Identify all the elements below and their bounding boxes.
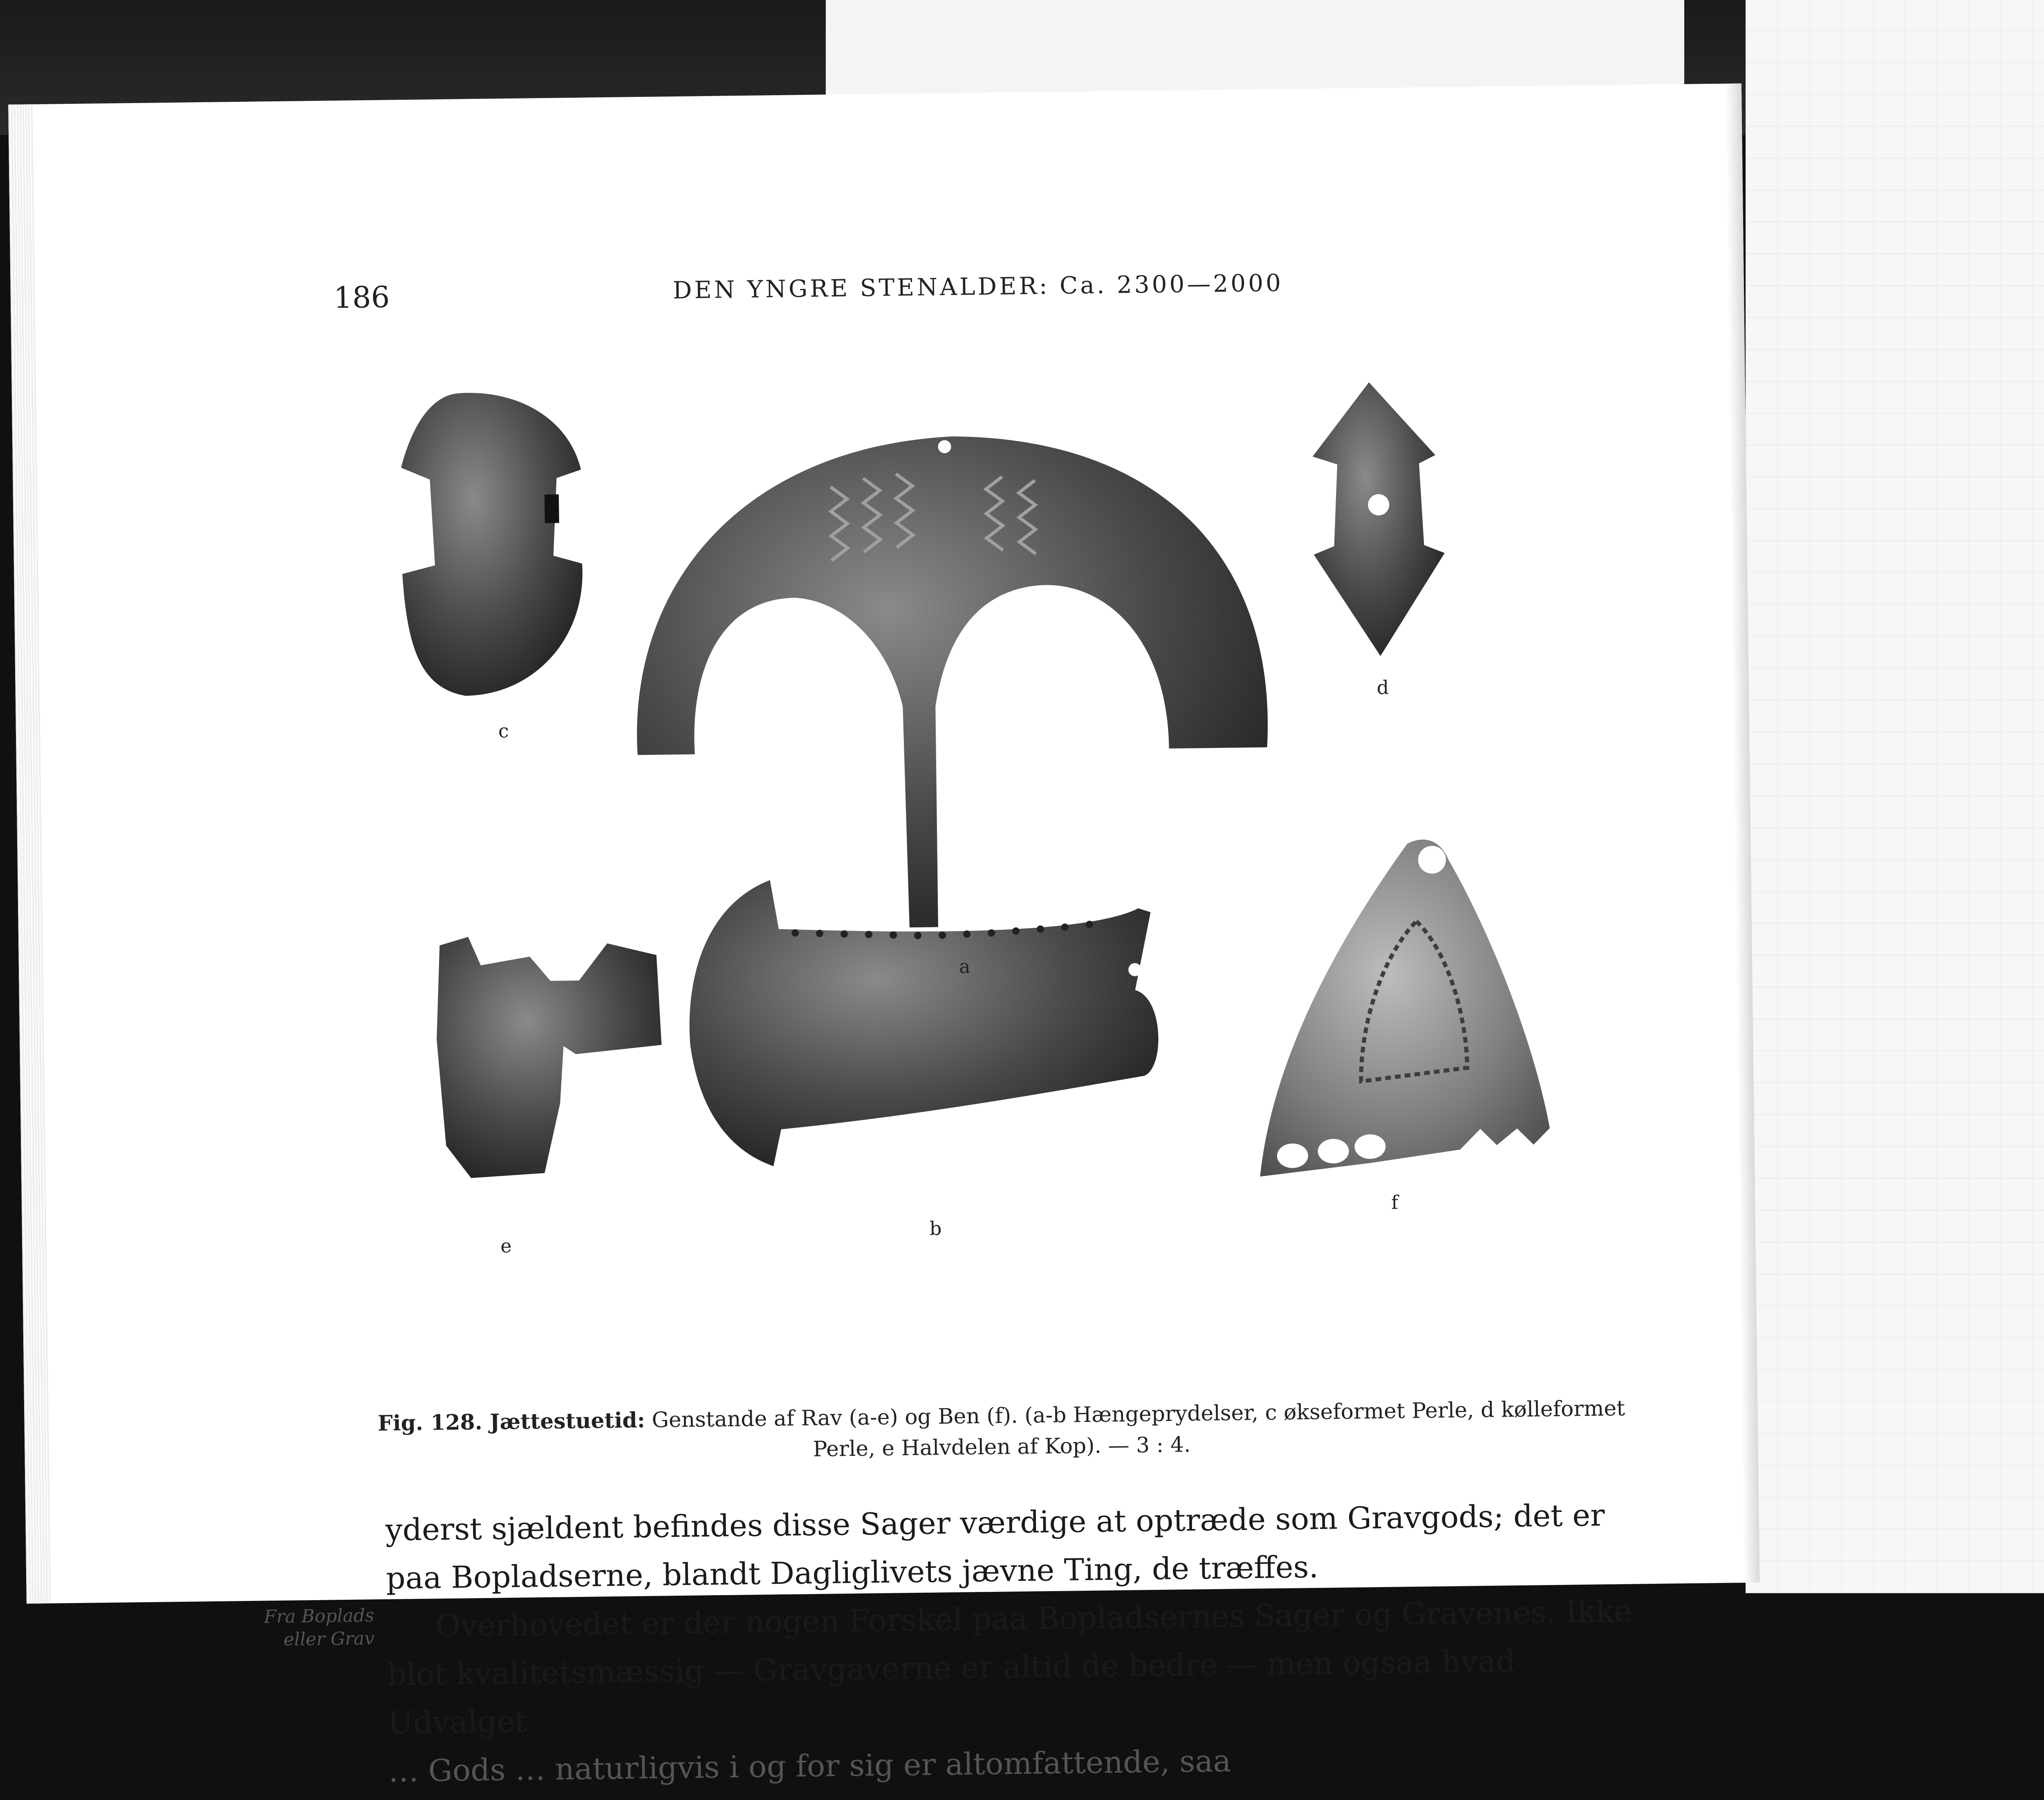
figure-label-f: f (1391, 1191, 1399, 1213)
figure-label-e: e (500, 1235, 512, 1257)
page-edge (8, 104, 51, 1603)
paragraph-2: Overhovedet er der nogen Forskel paa Bopladsernes Sager og Gravenes. Ikke blot kvalitetsmæssig — Gravgaverne er altid de bedre — men ogsaa hvad Udvalget (387, 1594, 1632, 1741)
caption-text: Genstande af Rav (a-e) og Ben (f). (a-b Hængeprydelser, c økseformet Perle, d kølleformet Perle, e Halvdelen af Kop). — 3 : 4. (652, 1396, 1625, 1462)
grid-notes-sheet (1746, 0, 2044, 1593)
figure-label-d: d (1376, 676, 1389, 699)
body-text (385, 1491, 1656, 1796)
artifact-c-axe-bead (400, 392, 584, 696)
book-page (8, 83, 1759, 1789)
page-number: 186 (333, 280, 390, 315)
artifact-e-half-cup (435, 935, 663, 1179)
paragraph-3-partial: … Gods … naturligvis i og for sig er altomfattende, saa (388, 1743, 1232, 1789)
caption-lead: Fig. 128. Jættestuetid: (377, 1408, 645, 1436)
running-head: DEN YNGRE STENALDER: Ca. 2300—2000 (672, 269, 1284, 304)
artifact-photographs (338, 330, 1659, 1368)
figure-caption (359, 1393, 1644, 1470)
figure-label-a: a (959, 955, 970, 978)
margin-note: Fra Boplads eller Grav (264, 1605, 375, 1650)
artifact-a-crescent-pendant (633, 432, 1270, 931)
figure-plate (338, 330, 1659, 1368)
paragraph-1: yderst sjældent befindes disse Sager værdige at optræde som Gravgods; det er paa Bopladserne, blandt Dagliglivets jævne Ting, de træffes. (385, 1498, 1605, 1596)
artifact-d-club-bead (1312, 381, 1446, 657)
paper-under-book (826, 0, 1684, 98)
artifact-f-bone-pendant (1256, 838, 1550, 1176)
figure-label-b: b (929, 1217, 942, 1240)
figure-label-c: c (498, 720, 509, 742)
